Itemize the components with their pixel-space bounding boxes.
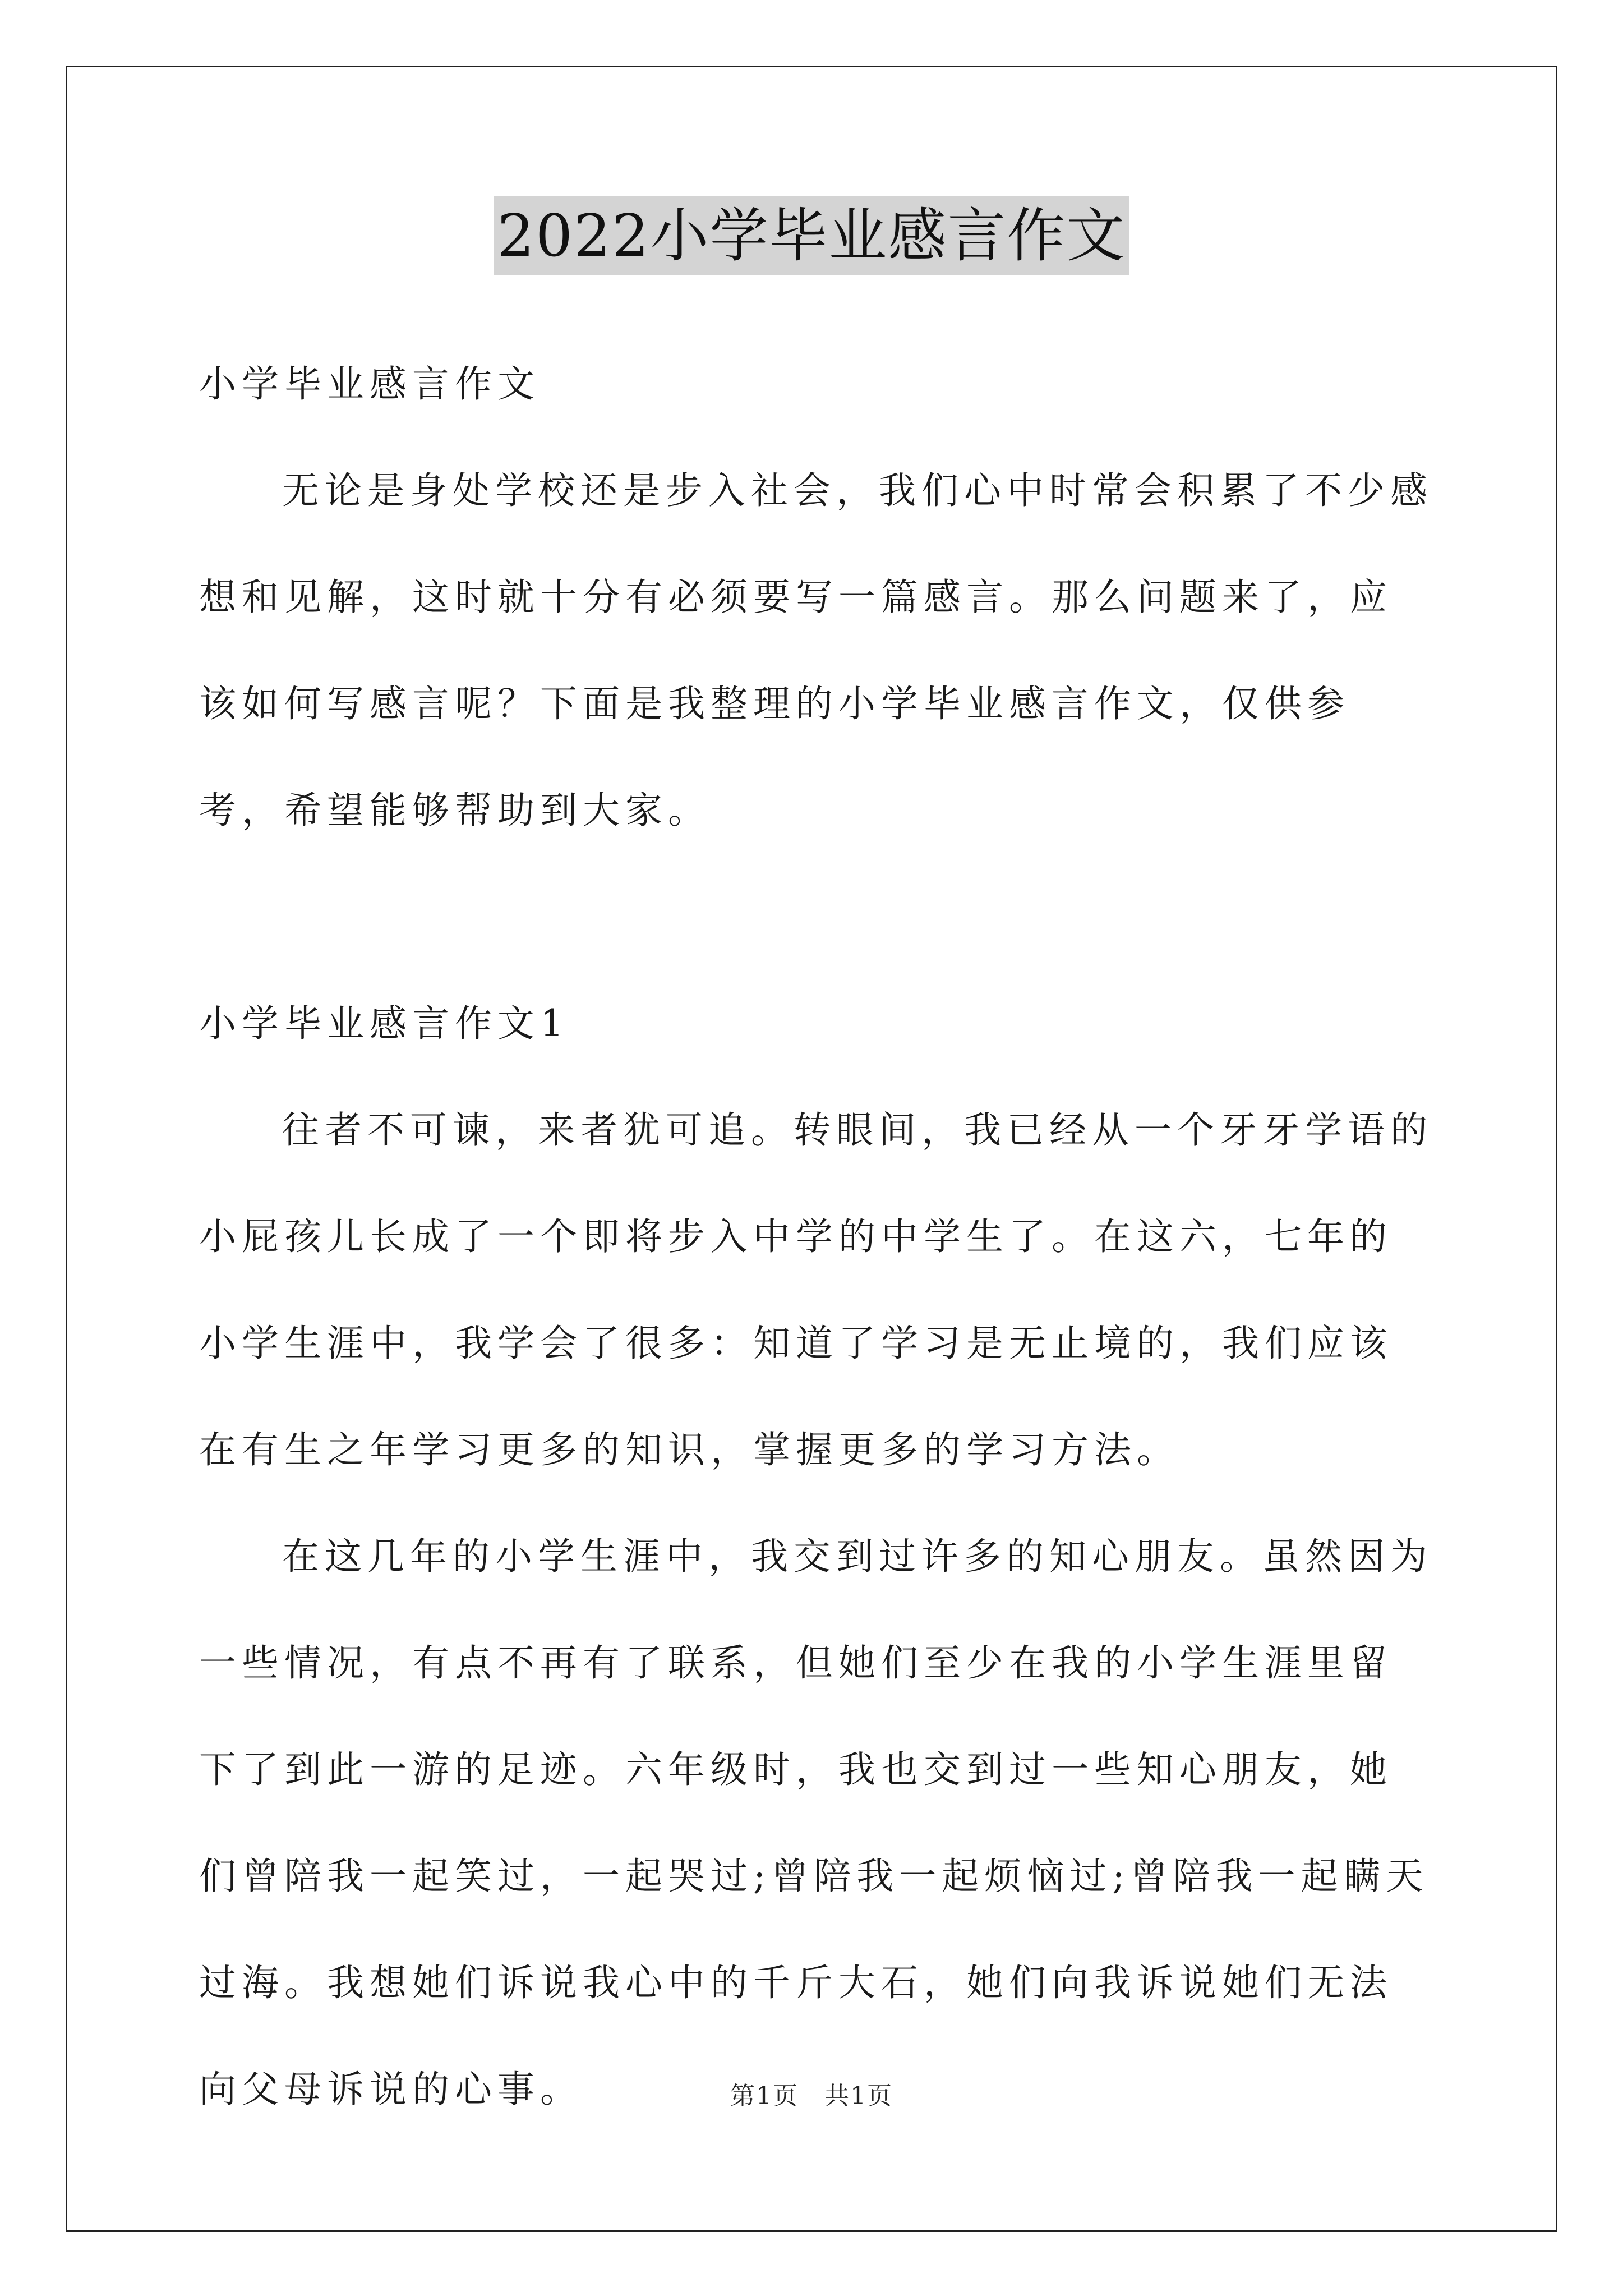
page-footer: 第1页 共1页 xyxy=(730,2082,893,2110)
document-body xyxy=(199,331,1433,2143)
subtitle: 小学毕业感言作文 xyxy=(199,362,540,406)
document-title: 2022小学毕业感言作文 xyxy=(494,196,1129,275)
intro-paragraph: 无论是身处学校还是步入社会，我们心中时常会积累了不少感想和见解，这时就十分有必须要写一篇感言。那么问题来了，应该如何写感言呢？下面是我整理的小学毕业感言作文，仅供参考，希望能够帮助到大家。 xyxy=(199,469,1433,832)
section-heading: 小学毕业感言作文1 xyxy=(199,1002,569,1045)
title-container xyxy=(0,196,1623,275)
body-paragraph-1: 往者不可谏，来者犹可追。转眼间，我已经从一个牙牙学语的小屁孩儿长成了一个即将步入中学的中学生了。在这六，七年的小学生涯中，我学会了很多：知道了学习是无止境的，我们应该在有生之年学习更多的知识，掌握更多的学习方法。 xyxy=(199,1108,1433,1471)
body-paragraph-2: 在这几年的小学生涯中，我交到过许多的知心朋友。虽然因为一些情况，有点不再有了联系，但她们至少在我的小学生涯里留下了到此一游的足迹。六年级时，我也交到过一些知心朋友，她们曾陪我一起笑过，一起哭过;曾陪我一起烦恼过;曾陪我一起瞒天过海。我想她们诉说我心中的千斤大石，她们向我诉说她们无法向父母诉说的心事。 xyxy=(199,1535,1433,2111)
